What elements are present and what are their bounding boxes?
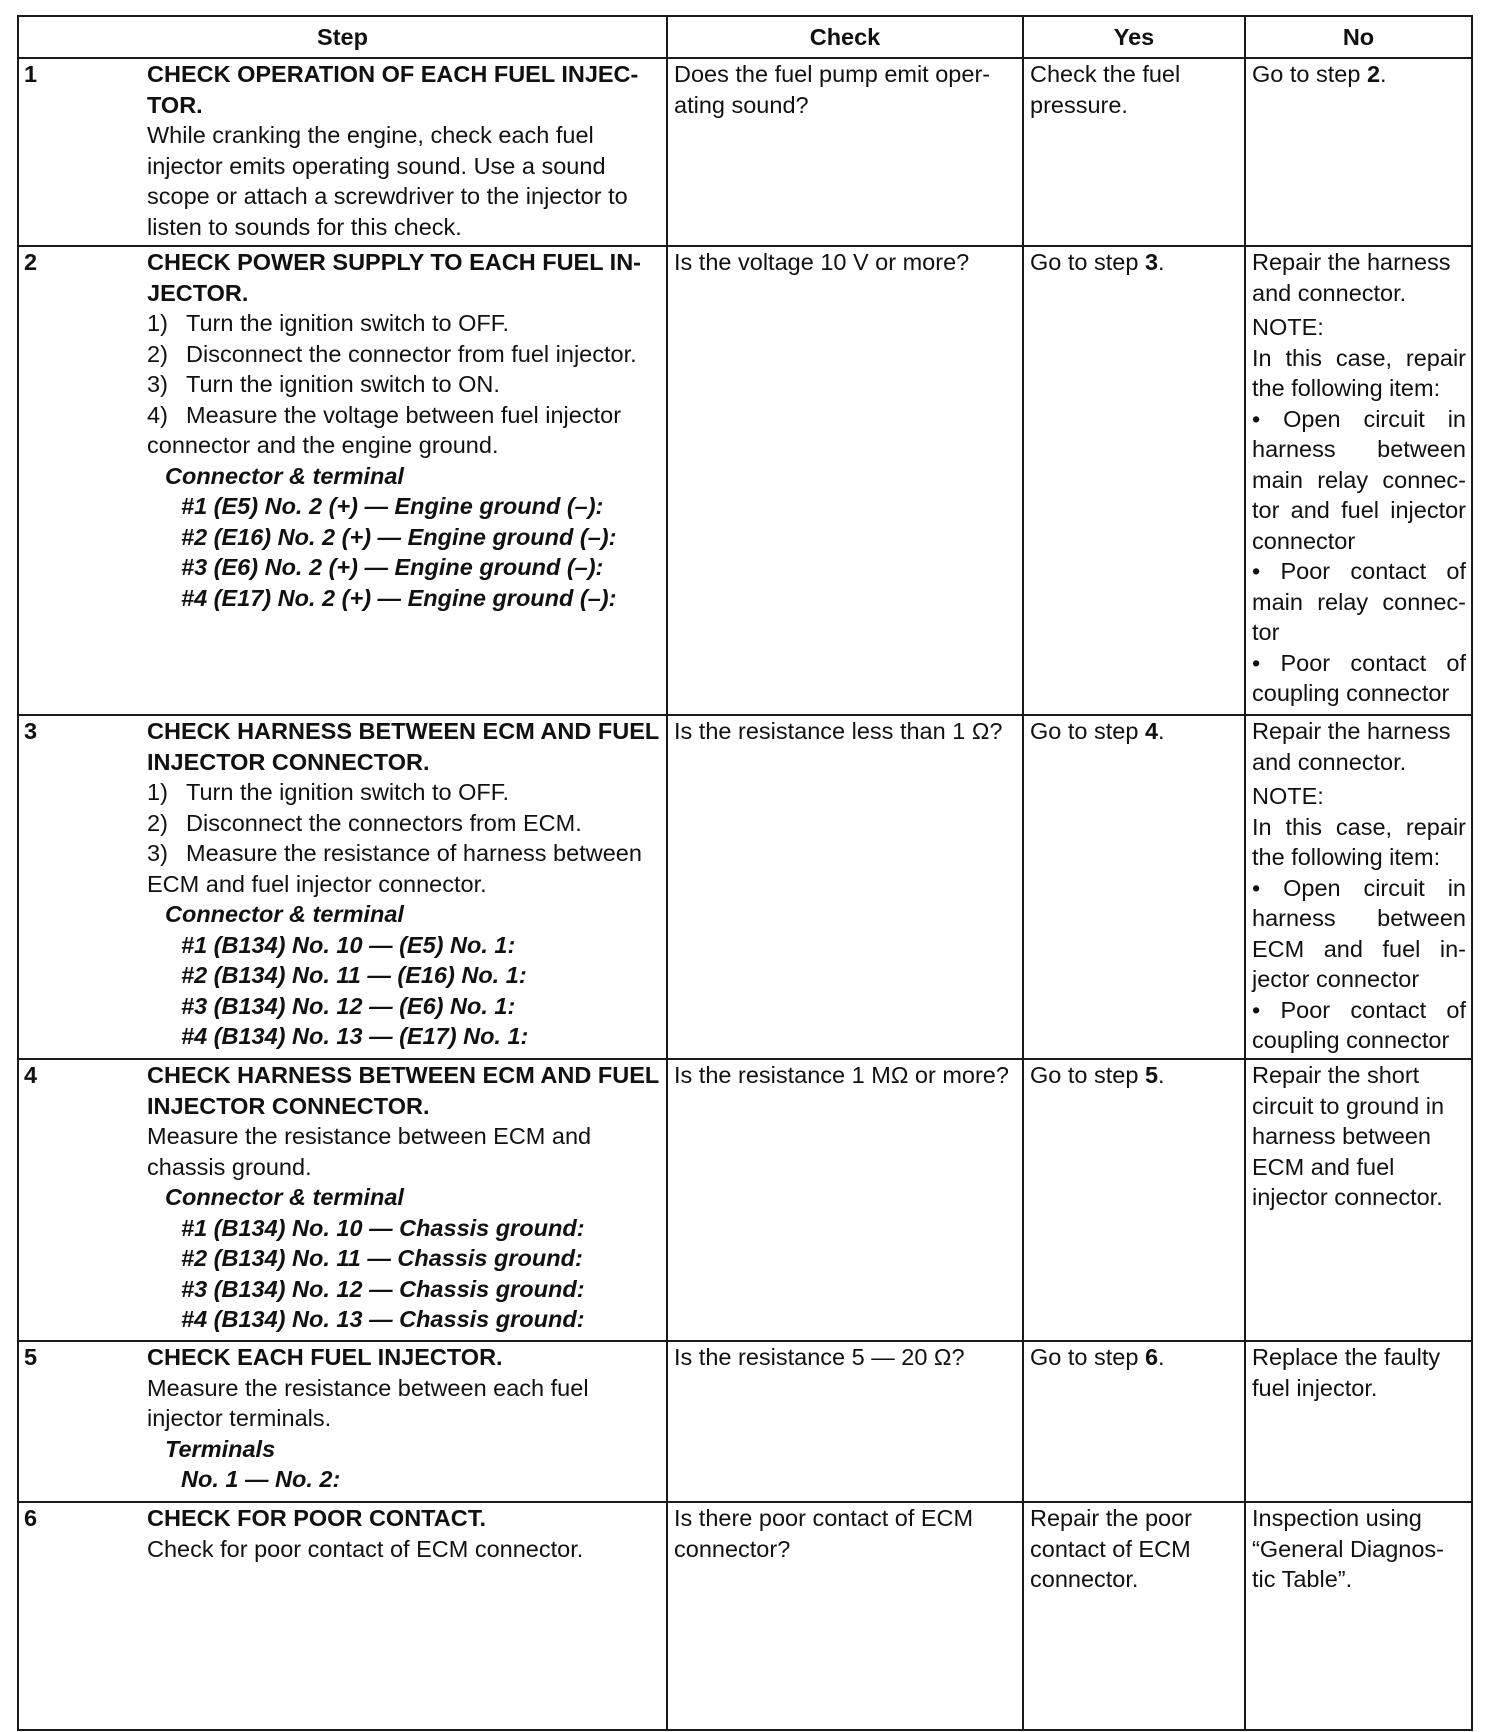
yes-cell: Check the fuel pressure.	[1023, 58, 1245, 246]
connector-terminal-heading: Connector & terminal	[165, 1184, 404, 1210]
header-row	[18, 16, 1472, 58]
check-cell: Is the resistance 5 — 20 Ω?	[667, 1341, 1023, 1502]
note-item: • Poor contact of coupling connector	[1252, 996, 1466, 1053]
list-item-number: 4)	[147, 401, 168, 428]
yes-text: Go to step	[1030, 1062, 1145, 1088]
list-item	[147, 400, 661, 461]
list-item-number: 1)	[147, 779, 168, 805]
list-item-number: 2)	[147, 809, 168, 836]
terminal-spec: #4 (B134) No. 13 — Chassis ground:	[181, 1306, 585, 1332]
yes-step-link: 5	[1144, 1062, 1159, 1088]
step-description: Measure the resistance between ECM and chassis ground.	[147, 1123, 592, 1180]
list-item-number: 1)	[147, 310, 168, 336]
list-item-text: Measure the voltage between fuel injector connector and the engine ground.	[147, 401, 622, 458]
terminal-spec: #2 (E16) No. 2 (+) — Engine ground (–):	[181, 523, 617, 550]
table-row	[18, 1059, 1472, 1341]
yes-step-link: 4	[1144, 718, 1159, 744]
step-description: Measure the resistance between each fuel injector terminals.	[147, 1374, 589, 1431]
note-item: • Poor contact of coupling connector	[1252, 649, 1466, 706]
no-cell: Repair the short circuit to ground in harness between ECM and fuel injector connector.	[1245, 1059, 1472, 1341]
list-item	[147, 777, 661, 808]
no-cell: Replace the faulty fuel injector.	[1245, 1341, 1472, 1502]
step-number: 2	[24, 249, 38, 275]
step-cell	[18, 1502, 667, 1730]
no-main-text: Repair the harness and connector.	[1252, 249, 1451, 306]
no-main-text: Repair the harness and connector.	[1252, 718, 1451, 775]
list-item-text: Turn the ignition switch to ON.	[186, 371, 500, 397]
yes-text-end: .	[1158, 718, 1165, 744]
terminal-spec: #1 (B134) No. 10 — Chassis ground:	[181, 1214, 585, 1241]
note-intro: In this case, repair the following item:	[1252, 344, 1466, 401]
yes-cell	[1023, 715, 1245, 1059]
terminal-spec: #2 (B134) No. 11 — Chassis ground:	[181, 1245, 583, 1271]
header-check: Check	[667, 16, 1023, 58]
step-cell	[18, 1341, 667, 1502]
check-cell: Is the voltage 10 V or more?	[667, 246, 1023, 715]
no-cell: Inspection using “General Diagnos-tic Table”.	[1245, 1502, 1472, 1730]
diagnostic-table	[17, 15, 1473, 1731]
table-row	[18, 58, 1472, 246]
check-cell: Is there poor contact of ECM connector?	[667, 1502, 1023, 1730]
step-title: CHECK FOR POOR CONTACT.	[147, 1505, 487, 1531]
yes-text: Go to step	[1030, 718, 1145, 744]
step-number: 4	[24, 1062, 38, 1088]
check-cell: Is the resistance 1 MΩ or more?	[667, 1059, 1023, 1341]
no-step-link: 2	[1366, 61, 1381, 87]
no-text: Go to step	[1252, 61, 1367, 87]
connector-terminal-heading: Connector & terminal	[165, 462, 404, 489]
step-number: 5	[24, 1344, 38, 1370]
step-description: While cranking the engine, check each fuel injector emits operating sound. Use a sound scope or attach a screwdriver to the injector to listen to sounds for this check.	[147, 122, 628, 240]
note-label: NOTE:	[1252, 314, 1324, 340]
step-title: CHECK EACH FUEL INJECTOR.	[147, 1344, 503, 1370]
yes-cell	[1023, 1341, 1245, 1502]
header-no: No	[1245, 16, 1472, 58]
yes-step-link: 3	[1144, 249, 1159, 275]
header-step: Step	[18, 16, 667, 58]
check-cell: Is the resistance less than 1 Ω?	[667, 715, 1023, 1059]
yes-text: Go to step	[1030, 249, 1145, 275]
terminals-heading: Terminals	[165, 1435, 276, 1462]
list-item-number: 3)	[147, 840, 168, 866]
yes-cell: Repair the poor contact of ECM connector.	[1023, 1502, 1245, 1730]
connector-terminal-heading: Connector & terminal	[165, 901, 404, 927]
yes-cell	[1023, 1059, 1245, 1341]
list-item-text: Disconnect the connectors from ECM.	[186, 809, 582, 836]
list-item	[147, 808, 661, 839]
yes-text: Go to step	[1030, 1344, 1145, 1370]
terminal-spec: #3 (B134) No. 12 — (E6) No. 1:	[181, 992, 516, 1019]
list-item	[147, 369, 661, 400]
list-item	[147, 838, 661, 899]
yes-text-end: .	[1158, 249, 1165, 275]
step-title: CHECK HARNESS BETWEEN ECM AND FUEL INJECTOR CONNECTOR.	[147, 1062, 659, 1119]
step-cell	[18, 715, 667, 1059]
step-title: CHECK HARNESS BETWEEN ECM AND FUEL INJECTOR CONNECTOR.	[147, 718, 659, 775]
list-item-number: 3)	[147, 371, 168, 397]
step-title: CHECK POWER SUPPLY TO EACH FUEL IN-JECTOR.	[147, 249, 642, 306]
list-item-number: 2)	[147, 340, 168, 367]
terminal-spec: #4 (B134) No. 13 — (E17) No. 1:	[181, 1023, 529, 1049]
step-cell	[18, 1059, 667, 1341]
terminal-spec: #1 (B134) No. 10 — (E5) No. 1:	[181, 931, 516, 958]
note-intro: In this case, repair the following item:	[1252, 813, 1466, 870]
terminal-spec: #2 (B134) No. 11 — (E16) No. 1:	[181, 962, 527, 988]
table-row	[18, 1341, 1472, 1502]
step-number: 1	[24, 61, 38, 87]
terminal-spec: #3 (B134) No. 12 — Chassis ground:	[181, 1275, 585, 1302]
no-text-end: .	[1380, 61, 1387, 87]
no-cell	[1245, 715, 1472, 1059]
yes-step-link: 6	[1144, 1344, 1159, 1370]
step-cell	[18, 246, 667, 715]
list-item	[147, 339, 661, 370]
no-cell	[1245, 246, 1472, 715]
note-item: • Open circuit in harness between ECM and fuel in-jector connector	[1252, 874, 1466, 992]
no-cell	[1245, 58, 1472, 246]
yes-text-end: .	[1158, 1062, 1165, 1088]
note-label: NOTE:	[1252, 783, 1324, 809]
terminal-spec: #4 (E17) No. 2 (+) — Engine ground (–):	[181, 584, 617, 611]
yes-text-end: .	[1158, 1344, 1165, 1370]
list-item	[147, 308, 661, 339]
terminal-spec: #3 (E6) No. 2 (+) — Engine ground (–):	[181, 554, 604, 580]
header-yes: Yes	[1023, 16, 1245, 58]
step-number: 6	[24, 1505, 38, 1531]
list-item-text: Measure the resistance of harness between ECM and fuel injector connector.	[147, 840, 642, 897]
list-item-text: Turn the ignition switch to OFF.	[186, 779, 510, 805]
step-description: Check for poor contact of ECM connector.	[147, 1535, 584, 1562]
list-item-text: Disconnect the connector from fuel injector.	[186, 340, 637, 367]
step-title: CHECK OPERATION OF EACH FUEL INJEC-TOR.	[147, 61, 639, 118]
note-item: • Poor contact of main relay connec-tor	[1252, 558, 1466, 645]
check-cell: Does the fuel pump emit oper-ating sound?	[667, 58, 1023, 246]
yes-cell	[1023, 246, 1245, 715]
table-row	[18, 246, 1472, 715]
terminal-spec: No. 1 — No. 2:	[181, 1466, 341, 1492]
terminal-spec: #1 (E5) No. 2 (+) — Engine ground (–):	[181, 493, 604, 519]
note-item: • Open circuit in harness between main relay connec-tor and fuel injector connector	[1252, 405, 1466, 554]
step-number: 3	[24, 718, 38, 744]
table-row	[18, 715, 1472, 1059]
table-row	[18, 1502, 1472, 1730]
step-cell	[18, 58, 667, 246]
list-item-text: Turn the ignition switch to OFF.	[186, 310, 510, 336]
